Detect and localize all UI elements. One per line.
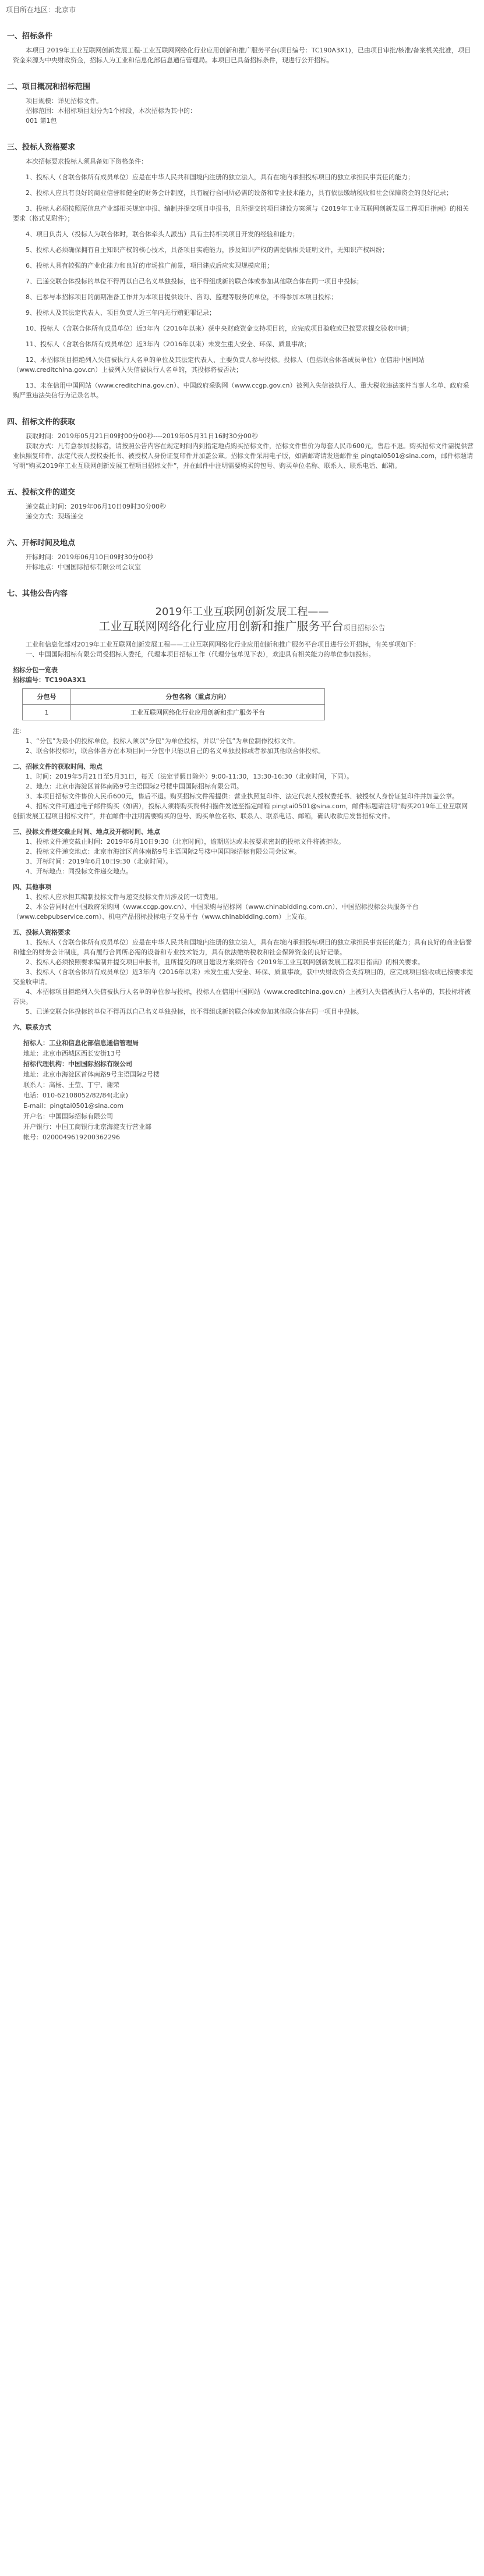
- paragraph: 8、已参与本招标项目的前期准备工作并为本项目提供设计、咨询、监理等服务的单位，不得参加本项目投标；: [26, 293, 337, 301]
- contact-block: [23, 1038, 484, 1143]
- paragraph: 工业和信息化部对2019年工业互联网创新发展工程——工业互联网网络化行业应用创新和推广服务平台项目进行公开招标，有关事项如下：: [26, 641, 420, 648]
- subsection-title: 四、其他事项: [13, 883, 51, 891]
- paragraph: 5、已递交联合体投标的单位不得再以自己名义单独投标，也不得组成新的联合体或参加其他联合体在同一项目中投标。: [26, 1008, 363, 1015]
- paragraph: 001 第1包: [26, 117, 57, 125]
- contact-line: 开户名：中国国际招标有限公司: [23, 1113, 113, 1120]
- contact-line: 联系人：高杨、王莹、丁宁、谢荣: [23, 1081, 119, 1089]
- paragraph: 本项目 2019年工业互联网创新发展工程-工业互联网网络化行业应用创新和推广服务平台(项目编号：TC190A3X1)，已由项目审批/核准/备案机关批准，项目资金来源为中央财政资金，招标人为工业和信息化部信息通信管理局。本项目已具备招标条件，现进行公开招标。: [13, 47, 471, 64]
- paragraph: 开标地点：中国国际招标有限公司会议室: [26, 563, 141, 571]
- contact-line: 电话：010-62108052/82/84(北京): [23, 1092, 128, 1099]
- paragraph: 3、本项目招标文件售价人民币600元，售后不退。购买招标文件需提供：营业执照复印件、法定代表人授权委托书、被授权人身份证复印件并加盖公章。: [26, 793, 458, 800]
- paragraph: 递交截止时间：2019年06月10日09时30分00秒: [26, 503, 166, 510]
- paragraph: 招标范围：本招标项目划分为1个标段，本次招标为其中的：: [26, 107, 196, 115]
- contact-line: 招标人：工业和信息化部信息通信管理局: [23, 1039, 139, 1047]
- paragraph: 7、已递交联合体投标的单位不得再以自己名义单独投标，也不得组成新的联合体或参加其他联合体在同一项目中投标；: [26, 278, 363, 285]
- contact-line: 帐号：0200049619200362296: [23, 1134, 120, 1141]
- contact-line: 招标代理机构：中国国际招标有限公司: [23, 1060, 132, 1068]
- section-title: 五、投标文件的递交: [7, 488, 76, 497]
- contact-line: 开户银行：中国工商银行北京海淀支行营业部: [23, 1123, 151, 1131]
- paragraph: 3、开标时间：2019年6月10日9:30（北京时间）。: [26, 858, 172, 865]
- package-heading: 招标分包一览表: [13, 666, 58, 674]
- section-title: 一、招标条件: [7, 32, 53, 41]
- paragraph: 1、时间：2019年5月21日至5月31日，每天（法定节假日除外）9:00-11:30，13:30-16:30（北京时间，下同）。: [26, 773, 354, 780]
- paragraph: 6、投标人具有较强的产业化能力和良好的市场推广前景，项目建成后应实现规模应用；: [26, 262, 273, 269]
- paragraph: 项目规模：详见招标文件。: [26, 97, 103, 105]
- notice-title: [10, 605, 474, 635]
- paragraph: 2、联合体投标时，联合体各方在本项目同一分包中只能以自己的名义单独投标或者参加其他联合体投标。: [26, 747, 324, 755]
- contact-line: 地址：北京市海淀区首体南路9号主语国际2号楼: [23, 1071, 160, 1078]
- table-header: 分包号: [23, 689, 71, 705]
- paragraph: 3、投标人（含联合体所有成员单位）近3年内（2016年以来）未发生重大安全、环保、质量事故，获中央财政资金支持项目的，应完成项目验收或已按要求提交验收申请。: [13, 968, 473, 986]
- package-table: [22, 688, 325, 720]
- contact-line: 地址：北京市西城区西长安街13号: [23, 1050, 121, 1057]
- paragraph: 1、“分包”为最小的投标单位，投标人须以“分包”为单位投标，并以“分包”为单位制作投标文件。: [26, 737, 300, 745]
- section-title: 六、开标时间及地点: [7, 539, 76, 548]
- paragraph: 2、投标人必须按照要求编制并提交项目申报书，且所提交的项目建设方案须符合《2019年工业互联网创新发展工程项目指南》的相关要求。: [26, 958, 424, 966]
- paragraph: 5、投标人必须确保拥有自主知识产权的核心技术，具备项目实施能力，涉及知识产权的需提供相关证明文件，无知识产权纠纷；: [26, 246, 388, 254]
- paragraph: 1、投标人应承担其编制投标文件与递交投标文件所涉及的一切费用。: [26, 893, 222, 901]
- section-title: 四、招标文件的获取: [7, 418, 76, 427]
- table-cell: 1: [23, 705, 71, 720]
- table-header: 分包名称（重点方向）: [71, 689, 325, 705]
- paragraph: 注：: [13, 727, 26, 735]
- notice-title-line1: 2019年工业互联网创新发展工程——: [155, 606, 329, 618]
- paragraph: 13、未在信用中国网站（www.creditchina.gov.cn）、中国政府采购网（www.ccgp.gov.cn）被列入失信被执行人、重大税收违法案件当事人名单、政府采购严重违法失信行为记录名单。: [13, 382, 469, 399]
- project-number: 招标编号：TC190A3X1: [13, 676, 86, 684]
- paragraph: 4、本招标项目拒绝列入失信被执行人名单的单位参与投标，投标人在信用中国网站（www.creditchina.gov.cn）上被列入失信被执行人名单的，其投标将被否决。: [13, 988, 471, 1005]
- paragraph: 10、投标人（含联合体所有成员单位）近3年内（2016年以来）获中央财政资金支持项目的，应完成项目验收或已按要求提交验收申请；: [26, 325, 413, 332]
- paragraph: 2、投标文件递交地点：北京市海淀区首体南路9号主语国际2号楼中国国际招标有限公司会议室。: [26, 848, 301, 855]
- paragraph: 11、投标人（含联合体所有成员单位）近3年内（2016年以来）未发生重大安全、环保、质量事故；: [26, 340, 310, 348]
- paragraph: 本次招标要求投标人须具备如下资格条件：: [26, 158, 147, 165]
- paragraph: 3、投标人必须按照原信息产业部相关规定申报、编制并提交项目申报书，且所提交的项目建设方案须与《2019年工业互联网创新发展工程项目指南》的相关要求（格式见附件）；: [13, 205, 469, 222]
- paragraph: 4、项目负责人（投标人为联合体时，联合体牵头人派出）具有主持相关项目开发的经验和能力；: [26, 230, 299, 238]
- paragraph: 获取时间：2019年05月21日09时00分00秒----2019年05月31日16时30分00秒: [26, 432, 258, 440]
- paragraph: 2、地点：北京市海淀区首体南路9号主语国际2号楼中国国际招标有限公司。: [26, 783, 243, 790]
- contact-line: E-mail：pingtai0501@sina.com: [23, 1102, 124, 1110]
- notice-title-line2: 工业互联网网络化行业应用创新和推广服务平台项目招标公告: [98, 619, 386, 633]
- subsection-title: 五、投标人资格要求: [13, 929, 70, 936]
- paragraph: 4、开标地点：同投标文件递交地点。: [26, 868, 132, 875]
- region-note: 项目所在地区：北京市: [6, 6, 76, 14]
- paragraph: 递交方式：现场递交: [26, 513, 83, 520]
- section-title: 二、项目概况和招标范围: [7, 83, 91, 91]
- paragraph: 12、本招标项目拒绝列入失信被执行人名单的单位及其法定代表人、主要负责人参与投标。投标人（包括联合体各成员单位）在信用中国网站（www.creditchina.gov.cn）上被列入失信被执行人名单的，其投标将被否决；: [13, 356, 425, 374]
- subsection-title: 二、招标文件的获取时间、地点: [13, 763, 103, 770]
- paragraph: 1、投标人（含联合体所有成员单位）应是在中华人民共和国境内注册的独立法人，具有在境内承担投标项目的独立承担民事责任的能力；具有良好的商业信誉和健全的财务会计制度，具有履行合同所必需的设备和专业技术能力，具有依法缴纳税收和社会保障资金的良好记录。: [13, 939, 472, 956]
- paragraph: 获取方式：凡有意参加投标者，请按照公告内容在规定时间内到指定地点购买招标文件，招标文件售价为每套人民币600元，售后不退。购买招标文件需提供营业执照复印件、法定代表人授权委托书、被授权人身份证复印件并加盖公章。招标文件采用电子版，如需邮寄请发送邮件至 pingtai0501@sina.com，邮件标题请写明“购买2019年工业互联网创新发展工程项目招标文件”，并在邮件中注明需要购买的包号、购买单位名称、联系人、联系电话、邮箱。: [13, 442, 474, 470]
- subsection-title: 三、投标文件递交截止时间、地点及开标时间、地点: [13, 828, 160, 836]
- paragraph: 2、投标人应具有良好的商业信誉和健全的财务会计制度，具有履行合同所必需的设备和专业技术能力，具有依法缴纳税收和社会保障资金的良好记录；: [26, 189, 453, 197]
- section-title: 七、其他公告内容: [7, 589, 68, 598]
- paragraph: 1、投标人（含联合体所有成员单位）应是在中华人民共和国境内注册的独立法人，具有在境内承担投标项目的独立承担民事责任的能力；: [26, 173, 414, 181]
- table-cell: 工业互联网网络化行业应用创新和推广服务平台: [71, 705, 325, 720]
- section-title: 三、投标人资格要求: [7, 143, 76, 152]
- paragraph: 开标时间：2019年06月10日09时30分00秒: [26, 553, 153, 561]
- paragraph: 一、中国国际招标有限公司受招标人委托，代理本项目招标工作（代理分包单见下表），欢迎具有相关能力的单位参加投标。: [26, 651, 375, 658]
- paragraph: 9、投标人及其法定代表人、项目负责人近三年内无行贿犯罪记录；: [26, 309, 215, 317]
- table-row: [23, 705, 325, 720]
- subsection-title: 六、联系方式: [13, 1024, 51, 1031]
- paragraph: 1、投标文件递交截止时间：2019年6月10日9:30（北京时间），逾期送达或未按要求密封的投标文件将被拒收。: [26, 838, 345, 845]
- paragraph: 2、本公告同时在中国政府采购网（www.ccgp.gov.cn）、中国采购与招标网（www.chinabidding.com.cn）、中国招标投标公共服务平台（www.cebpubservice.com）、机电产品招标投标电子交易平台（www.chinabidding.com）上发布。: [13, 903, 419, 921]
- paragraph: 4、招标文件可通过电子邮件购买（如需），投标人须将购买资料扫描件发送至指定邮箱 pingtai0501@sina.com，邮件标题请注明“购买2019年工业互联网创新发展工程项目招标文件”，并在邮件中注明需要购买的包号、购买单位名称、联系人、联系电话、邮箱，确认收款后发售招标文件。: [13, 802, 468, 820]
